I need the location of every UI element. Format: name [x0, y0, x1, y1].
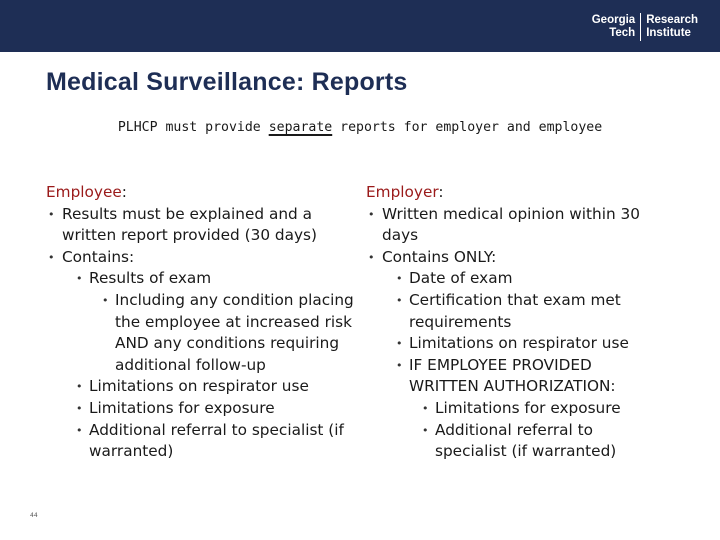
employee-column	[46, 182, 366, 463]
subtitle-before: PLHCP must provide	[117, 120, 269, 135]
employee-sublist	[62, 268, 366, 462]
employer-bullet-2-4: IF EMPLOYEE PROVIDED WRITTEN AUTHORIZATION:	[409, 355, 616, 396]
employer-column	[366, 182, 666, 463]
logo-line-georgia: Georgia	[591, 14, 636, 26]
list-item	[73, 398, 366, 420]
logo-georgia-tech	[592, 14, 640, 40]
employee-heading-word: Employee	[46, 183, 122, 201]
employee-subsublist	[89, 290, 366, 376]
list-item	[393, 355, 666, 463]
employer-bullet-1: Written medical opinion within 30 days	[382, 204, 641, 245]
list-item	[73, 268, 366, 376]
employer-bullet-2: Contains ONLY:	[382, 247, 497, 266]
list-item	[393, 333, 666, 355]
list-item	[99, 290, 366, 376]
list-item	[393, 268, 666, 290]
employer-bullet-2-1: Date of exam	[409, 269, 513, 288]
logo-line-research: Research	[646, 14, 698, 26]
list-item	[73, 420, 366, 463]
employer-bullet-2-4-1: Limitations for exposure	[435, 398, 621, 417]
list-item	[393, 290, 666, 333]
employer-heading-word: Employer	[366, 183, 439, 201]
list-item	[366, 204, 666, 247]
employee-heading-colon: :	[121, 183, 127, 201]
gtri-logo	[592, 13, 698, 41]
list-item	[46, 204, 366, 247]
employee-bullet-2-2: Limitations on respirator use	[89, 377, 309, 396]
subtitle-after: reports for employer and employee	[332, 120, 603, 135]
employer-sublist	[382, 268, 666, 462]
employer-list	[366, 204, 666, 463]
slide-subtitle	[0, 120, 720, 135]
list-item	[419, 420, 666, 463]
list-item	[73, 376, 366, 398]
employer-subsublist	[409, 398, 666, 463]
employer-heading-colon: :	[438, 183, 444, 201]
employee-bullet-2-1-1: Including any condition placing the employee at increased risk AND any conditions requiring additional follow-up	[115, 290, 354, 374]
logo-line-tech: Tech	[609, 27, 636, 39]
employee-bullet-2-1: Results of exam	[89, 269, 212, 288]
employer-bullet-2-4-2: Additional referral to specialist (if warranted)	[435, 420, 617, 461]
logo-research-institute	[641, 14, 698, 40]
logo-line-institute: Institute	[646, 27, 691, 39]
employer-heading	[366, 182, 666, 204]
slide-title: Medical Surveillance: Reports	[46, 68, 408, 96]
employee-bullet-2: Contains:	[62, 247, 135, 266]
list-item	[366, 247, 666, 463]
employer-bullet-2-2: Certification that exam met requirements	[409, 290, 621, 331]
employee-heading	[46, 182, 366, 204]
employee-bullet-2-3: Limitations for exposure	[89, 398, 275, 417]
employee-bullet-2-4: Additional referral to specialist (if warranted)	[89, 420, 344, 461]
employee-bullet-1: Results must be explained and a written report provided (30 days)	[62, 204, 317, 245]
employee-list	[46, 204, 366, 463]
employer-bullet-2-3: Limitations on respirator use	[409, 334, 629, 353]
list-item	[419, 398, 666, 420]
list-item	[46, 247, 366, 463]
slide-number: 44	[30, 512, 38, 519]
subtitle-underlined: separate	[268, 120, 333, 135]
header-bar	[0, 0, 720, 52]
